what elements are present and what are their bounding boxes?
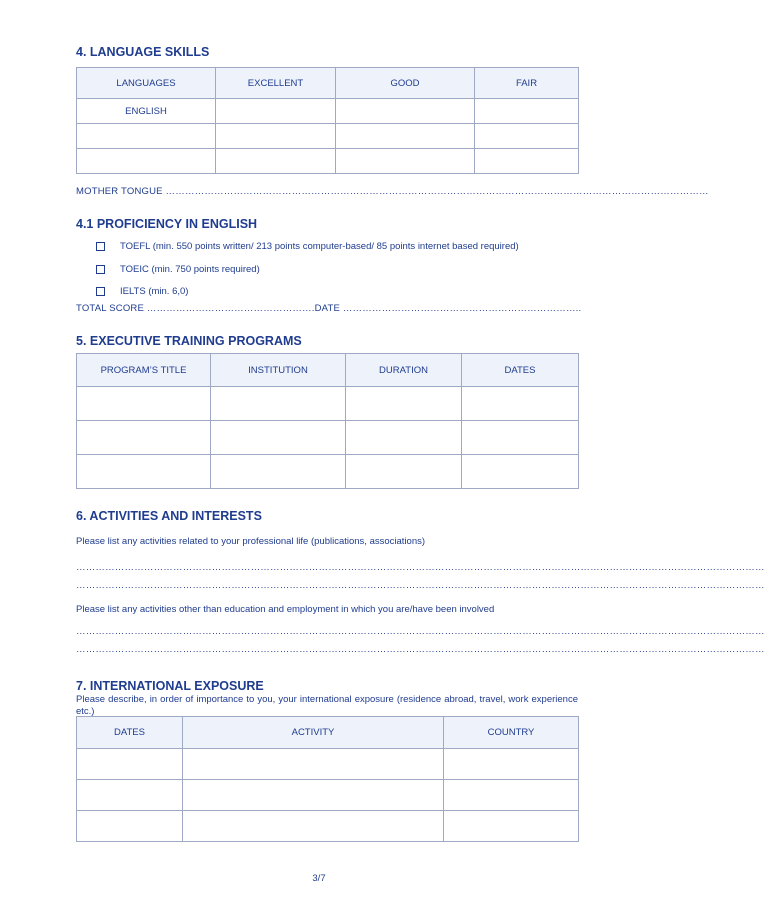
language-skills-table [76,67,579,174]
table-cell[interactable] [211,455,346,489]
table-cell[interactable] [77,149,216,174]
table-header-row [77,354,579,387]
toeic-checkbox[interactable] [96,265,105,274]
col-program-title: PROGRAM’S TITLE [77,354,211,387]
col-institution: INSTITUTION [211,354,346,387]
table-row [77,780,579,811]
activities-heading: 6. ACTIVITIES AND INTERESTS [76,509,262,523]
international-exposure-heading: 7. INTERNATIONAL EXPOSURE [76,679,264,693]
table-cell[interactable] [346,421,462,455]
col-country: COUNTRY [444,717,579,749]
table-row [77,387,579,421]
table-cell[interactable] [336,149,475,174]
table-cell[interactable] [77,124,216,149]
table-cell[interactable] [462,387,579,421]
table-cell[interactable] [475,124,579,149]
table-row [77,455,579,489]
col-dates: DATES [77,717,183,749]
table-cell[interactable] [77,421,211,455]
table-cell[interactable] [216,99,336,124]
page-number: 3/7 [312,873,326,884]
executive-training-heading: 5. EXECUTIVE TRAINING PROGRAMS [76,334,302,348]
table-cell[interactable] [346,455,462,489]
col-good: GOOD [336,68,475,99]
table-cell[interactable] [444,811,579,842]
table-cell[interactable] [77,749,183,780]
table-cell[interactable] [77,387,211,421]
table-cell[interactable] [216,124,336,149]
table-cell[interactable] [77,811,183,842]
activities-prompt-professional: Please list any activities related to your professional life (publications, associations) [76,536,426,547]
table-cell[interactable] [336,99,475,124]
table-header-row [77,717,579,749]
proficiency-heading: 4.1 PROFICIENCY IN ENGLISH [76,217,258,231]
language-skills-heading: 4. LANGUAGE SKILLS [76,45,210,59]
table-cell[interactable] [77,780,183,811]
table-cell[interactable] [346,387,462,421]
table-cell[interactable] [462,421,579,455]
table-cell[interactable] [462,455,579,489]
ielts-label: IELTS (min. 6,0) [120,286,189,297]
dotted-answer-line[interactable]: …………………………………………………………………………………………………………………………………………………………………………………………… [76,580,765,591]
table-cell[interactable] [475,149,579,174]
table-row [77,149,579,174]
mother-tongue-line[interactable]: MOTHER TONGUE …………………………………………………………………………………………………………………………………………………… [76,186,709,197]
col-excellent: EXCELLENT [216,68,336,99]
table-row [77,811,579,842]
international-exposure-description: Please describe, in order of importance to you, your international exposure (residence abroad, travel, work experience etc.) [76,694,578,717]
table-cell[interactable] [216,149,336,174]
col-dates: DATES [462,354,579,387]
international-exposure-table [76,716,579,842]
table-cell[interactable] [444,749,579,780]
table-cell[interactable] [336,124,475,149]
table-cell[interactable] [183,749,444,780]
dotted-answer-line[interactable]: …………………………………………………………………………………………………………………………………………………………………………………………… [76,626,765,637]
table-cell[interactable] [183,811,444,842]
col-fair: FAIR [475,68,579,99]
table-cell[interactable] [444,780,579,811]
dotted-answer-line[interactable]: …………………………………………………………………………………………………………………………………………………………………………………………… [76,644,765,655]
ielts-checkbox[interactable] [96,287,105,296]
table-cell[interactable] [211,387,346,421]
total-score-line[interactable]: TOTAL SCORE …………………………………………….DATE ……………………………………………………………….. [76,303,582,314]
col-duration: DURATION [346,354,462,387]
language-english: ENGLISH [77,99,216,124]
table-row [77,99,579,124]
table-row [77,124,579,149]
col-activity: ACTIVITY [183,717,444,749]
dotted-answer-line[interactable]: …………………………………………………………………………………………………………………………………………………………………………………………… [76,562,765,573]
toeic-label: TOEIC (min. 750 points required) [120,264,260,275]
toefl-checkbox[interactable] [96,242,105,251]
table-row [77,749,579,780]
executive-training-table [76,353,579,489]
toefl-label: TOEFL (min. 550 points written/ 213 points computer-based/ 85 points internet based required) [120,241,519,252]
table-header-row [77,68,579,99]
table-row [77,421,579,455]
activities-prompt-other: Please list any activities other than education and employment in which you are/have been involved [76,604,495,615]
table-cell[interactable] [211,421,346,455]
table-cell[interactable] [77,455,211,489]
col-languages: LANGUAGES [77,68,216,99]
table-cell[interactable] [183,780,444,811]
table-cell[interactable] [475,99,579,124]
